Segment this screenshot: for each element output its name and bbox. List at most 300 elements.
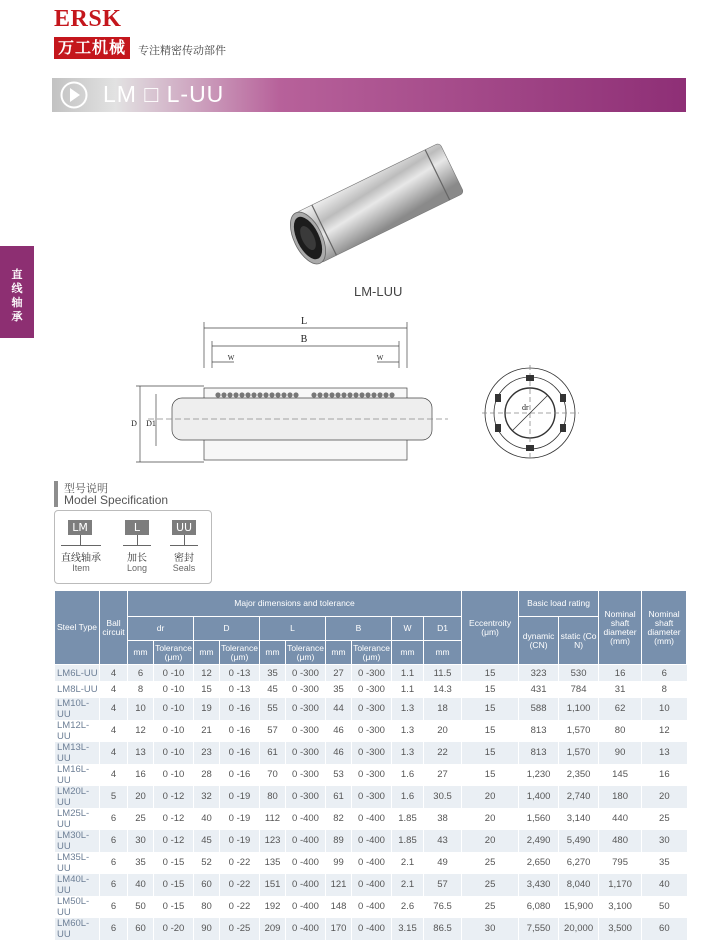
code-uu: UU xyxy=(172,520,196,535)
table-cell: 44 xyxy=(326,698,352,720)
header-mm: mm xyxy=(424,641,462,665)
table-cell: 0 -10 xyxy=(154,681,194,697)
table-cell: 20,000 xyxy=(559,918,599,940)
table-cell: 1.6 xyxy=(392,764,424,786)
table-cell: 31 xyxy=(599,681,642,697)
code-connector xyxy=(137,535,138,545)
table-row xyxy=(55,786,687,808)
code-connector xyxy=(80,535,81,545)
table-cell: 8 xyxy=(642,681,687,697)
table-cell: 1.85 xyxy=(392,808,424,830)
table-cell: 148 xyxy=(326,896,352,918)
table-cell: 16 xyxy=(128,764,154,786)
table-cell: 61 xyxy=(260,742,286,764)
table-cell: 5 xyxy=(100,786,128,808)
table-cell: 0 -20 xyxy=(154,918,194,940)
table-cell: 18 xyxy=(424,698,462,720)
spec-table-body xyxy=(55,665,687,940)
table-cell: 15 xyxy=(462,720,519,742)
code-uu-en: Seals xyxy=(172,563,196,573)
header-D: D xyxy=(194,617,260,641)
table-cell: 2.6 xyxy=(392,896,424,918)
table-row xyxy=(55,808,687,830)
table-cell: 86.5 xyxy=(424,918,462,940)
table-cell: 0 -300 xyxy=(286,742,326,764)
table-cell: 6 xyxy=(128,665,154,682)
table-cell: 20 xyxy=(424,720,462,742)
bearing-photo xyxy=(270,140,470,275)
table-cell: 3.15 xyxy=(392,918,424,940)
table-cell: 0 -300 xyxy=(286,698,326,720)
table-cell: 19 xyxy=(194,698,220,720)
table-cell: 35 xyxy=(326,681,352,697)
table-cell: 25 xyxy=(642,808,687,830)
header-tolerance: Tolerance (μm) xyxy=(352,641,392,665)
table-cell: 0 -22 xyxy=(220,852,260,874)
table-cell: 145 xyxy=(599,764,642,786)
dim-L-label: L xyxy=(300,316,308,327)
table-cell: 21 xyxy=(194,720,220,742)
header-eccentricity: Eccentroity (μm) xyxy=(462,591,519,665)
table-cell: 55 xyxy=(260,698,286,720)
table-cell: 0 -15 xyxy=(154,874,194,896)
table-cell: 0 -400 xyxy=(286,918,326,940)
bearing-end-drawing xyxy=(482,365,579,461)
model-spec-title-en: Model Specification xyxy=(64,493,169,507)
model-spec-title-cn: 型号说明 xyxy=(64,482,108,495)
table-cell: 0 -10 xyxy=(154,764,194,786)
table-cell: 0 -300 xyxy=(352,786,392,808)
play-arrow-icon xyxy=(60,81,88,109)
table-cell: 0 -400 xyxy=(352,918,392,940)
table-cell: 22 xyxy=(424,742,462,764)
table-cell: 1.1 xyxy=(392,665,424,682)
table-cell: 121 xyxy=(326,874,352,896)
header-nominal-shaft-2: Nominal shaft diameter (mm) xyxy=(642,591,687,665)
table-cell: 20 xyxy=(642,786,687,808)
header-mm: mm xyxy=(128,641,154,665)
logo-cn-text: 万工机械 xyxy=(54,37,130,59)
table-cell: 60 xyxy=(194,874,220,896)
table-cell: 90 xyxy=(599,742,642,764)
header-ball-circuit: Ball circuit xyxy=(100,591,128,665)
table-cell: 20 xyxy=(462,808,519,830)
table-cell: 6 xyxy=(100,918,128,940)
dim-dr-label: dr xyxy=(522,403,529,412)
table-row xyxy=(55,681,687,697)
table-cell: 16 xyxy=(642,764,687,786)
table-cell: 12 xyxy=(194,665,220,682)
header-mm: mm xyxy=(260,641,286,665)
table-cell: 1,400 xyxy=(519,786,559,808)
table-cell: 50 xyxy=(642,896,687,918)
table-cell: 3,140 xyxy=(559,808,599,830)
table-cell: 20 xyxy=(462,830,519,852)
dim-B-label: B xyxy=(300,334,308,345)
table-cell: 23 xyxy=(194,742,220,764)
table-cell: 1,570 xyxy=(559,742,599,764)
table-cell: 15 xyxy=(462,665,519,682)
table-cell: 795 xyxy=(599,852,642,874)
table-cell: 0 -15 xyxy=(154,896,194,918)
table-cell: 0 -19 xyxy=(220,786,260,808)
dim-W-label-right: W xyxy=(376,354,384,362)
table-cell: 6 xyxy=(100,896,128,918)
logo-tagline: 专注精密传动部件 xyxy=(138,44,226,57)
table-cell: 35 xyxy=(128,852,154,874)
steel-type-cell: LM20L-UU xyxy=(55,786,100,808)
header-L: L xyxy=(260,617,326,641)
table-row xyxy=(55,742,687,764)
table-cell: 192 xyxy=(260,896,286,918)
table-cell: 40 xyxy=(194,808,220,830)
side-tab-label: 直线轴承 xyxy=(11,268,23,323)
table-cell: 15 xyxy=(462,698,519,720)
table-cell: 30 xyxy=(642,830,687,852)
table-cell: 0 -16 xyxy=(220,764,260,786)
code-l: L xyxy=(125,520,149,535)
table-cell: 4 xyxy=(100,681,128,697)
table-cell: 30.5 xyxy=(424,786,462,808)
table-cell: 1.3 xyxy=(392,742,424,764)
header-steel-type: Steel Type xyxy=(55,591,100,665)
table-cell: 8 xyxy=(128,681,154,697)
steel-type-cell: LM50L-UU xyxy=(55,896,100,918)
table-cell: 0 -15 xyxy=(154,852,194,874)
steel-type-cell: LM13L-UU xyxy=(55,742,100,764)
table-cell: 15 xyxy=(462,681,519,697)
code-lm-cn: 直线轴承 xyxy=(61,553,101,564)
table-cell: 25 xyxy=(462,852,519,874)
header-major-dimensions: Major dimensions and tolerance xyxy=(128,591,462,617)
table-cell: 76.5 xyxy=(424,896,462,918)
table-cell: 0 -22 xyxy=(220,896,260,918)
header-mm: mm xyxy=(392,641,424,665)
table-cell: 2,650 xyxy=(519,852,559,874)
header-mm: mm xyxy=(194,641,220,665)
table-cell: 80 xyxy=(599,720,642,742)
table-cell: 0 -400 xyxy=(286,852,326,874)
table-cell: 6 xyxy=(642,665,687,682)
code-uu-cn: 密封 xyxy=(174,553,194,564)
steel-type-cell: LM6L-UU xyxy=(55,665,100,682)
header-dr: dr xyxy=(128,617,194,641)
table-cell: 135 xyxy=(260,852,286,874)
table-cell: 170 xyxy=(326,918,352,940)
table-cell: 0 -400 xyxy=(352,808,392,830)
table-cell: 13 xyxy=(128,742,154,764)
table-cell: 1.6 xyxy=(392,786,424,808)
table-cell: 0 -400 xyxy=(286,830,326,852)
table-cell: 1.1 xyxy=(392,681,424,697)
table-cell: 13 xyxy=(642,742,687,764)
table-cell: 53 xyxy=(326,764,352,786)
table-cell: 6 xyxy=(100,874,128,896)
table-cell: 11.5 xyxy=(424,665,462,682)
table-cell: 40 xyxy=(642,874,687,896)
table-cell: 323 xyxy=(519,665,559,682)
table-cell: 0 -10 xyxy=(154,742,194,764)
table-cell: 0 -300 xyxy=(286,786,326,808)
table-cell: 0 -13 xyxy=(220,681,260,697)
table-cell: 61 xyxy=(326,786,352,808)
steel-type-cell: LM16L-UU xyxy=(55,764,100,786)
table-cell: 0 -400 xyxy=(286,808,326,830)
table-cell: 0 -400 xyxy=(286,896,326,918)
table-cell: 30 xyxy=(128,830,154,852)
table-cell: 0 -300 xyxy=(352,720,392,742)
table-cell: 1.3 xyxy=(392,720,424,742)
table-cell: 0 -10 xyxy=(154,698,194,720)
table-cell: 62 xyxy=(599,698,642,720)
table-cell: 0 -400 xyxy=(286,874,326,896)
table-cell: 82 xyxy=(326,808,352,830)
table-cell: 7,550 xyxy=(519,918,559,940)
table-cell: 15,900 xyxy=(559,896,599,918)
steel-type-cell: LM60L-UU xyxy=(55,918,100,940)
page-title: LM □ L-UU xyxy=(103,81,225,107)
table-cell: 0 -25 xyxy=(220,918,260,940)
table-cell: 0 -300 xyxy=(286,764,326,786)
table-cell: 57 xyxy=(424,874,462,896)
code-connector xyxy=(184,535,185,545)
table-cell: 0 -300 xyxy=(352,665,392,682)
steel-type-cell: LM40L-UU xyxy=(55,874,100,896)
table-cell: 4 xyxy=(100,742,128,764)
table-cell: 45 xyxy=(194,830,220,852)
table-cell: 6 xyxy=(100,830,128,852)
section-marker xyxy=(54,481,58,507)
steel-type-cell: LM8L-UU xyxy=(55,681,100,697)
table-cell: 0 -12 xyxy=(154,808,194,830)
spec-table xyxy=(54,590,687,940)
table-cell: 0 -10 xyxy=(154,665,194,682)
table-cell: 1,170 xyxy=(599,874,642,896)
table-cell: 30 xyxy=(462,918,519,940)
table-cell: 6,080 xyxy=(519,896,559,918)
table-cell: 151 xyxy=(260,874,286,896)
table-cell: 1.85 xyxy=(392,830,424,852)
header-nominal-shaft-1: Nominal shaft diameter (mm) xyxy=(599,591,642,665)
table-row xyxy=(55,764,687,786)
table-cell: 25 xyxy=(462,896,519,918)
table-cell: 8,040 xyxy=(559,874,599,896)
table-cell: 123 xyxy=(260,830,286,852)
steel-type-cell: LM25L-UU xyxy=(55,808,100,830)
table-cell: 45 xyxy=(260,681,286,697)
table-cell: 0 -22 xyxy=(220,874,260,896)
table-cell: 14.3 xyxy=(424,681,462,697)
table-cell: 180 xyxy=(599,786,642,808)
table-cell: 813 xyxy=(519,720,559,742)
table-row xyxy=(55,918,687,940)
table-cell: 2,740 xyxy=(559,786,599,808)
table-row xyxy=(55,720,687,742)
table-row xyxy=(55,698,687,720)
table-cell: 3,500 xyxy=(599,918,642,940)
table-cell: 2,490 xyxy=(519,830,559,852)
table-cell: 12 xyxy=(642,720,687,742)
header-D1: D1 xyxy=(424,617,462,641)
table-cell: 0 -400 xyxy=(352,830,392,852)
table-row xyxy=(55,896,687,918)
table-cell: 32 xyxy=(194,786,220,808)
header-B: B xyxy=(326,617,392,641)
title-bar xyxy=(52,78,686,112)
product-label: LM-LUU xyxy=(354,284,403,299)
table-row xyxy=(55,665,687,682)
table-cell: 209 xyxy=(260,918,286,940)
code-lm-en: Item xyxy=(72,563,90,573)
table-cell: 0 -10 xyxy=(154,720,194,742)
table-cell: 0 -300 xyxy=(352,742,392,764)
table-cell: 20 xyxy=(128,786,154,808)
table-cell: 480 xyxy=(599,830,642,852)
table-cell: 0 -300 xyxy=(286,665,326,682)
model-spec-box xyxy=(54,510,212,584)
table-row xyxy=(55,830,687,852)
table-cell: 1.3 xyxy=(392,698,424,720)
header-W: W xyxy=(392,617,424,641)
table-cell: 4 xyxy=(100,698,128,720)
table-cell: 15 xyxy=(462,764,519,786)
table-cell: 0 -300 xyxy=(352,764,392,786)
table-cell: 1,230 xyxy=(519,764,559,786)
header-tolerance: Tolerance (μm) xyxy=(286,641,326,665)
header-static: static (Co N) xyxy=(559,617,599,665)
table-cell: 0 -16 xyxy=(220,742,260,764)
code-l-cn: 加长 xyxy=(127,553,147,564)
table-cell: 43 xyxy=(424,830,462,852)
table-cell: 6,270 xyxy=(559,852,599,874)
table-cell: 35 xyxy=(260,665,286,682)
steel-type-cell: LM12L-UU xyxy=(55,720,100,742)
table-cell: 784 xyxy=(559,681,599,697)
header-load-rating: Basic load rating xyxy=(519,591,599,617)
logo-text: ERSK xyxy=(54,6,122,32)
table-cell: 70 xyxy=(260,764,286,786)
table-cell: 0 -19 xyxy=(220,808,260,830)
brand-logo xyxy=(54,6,294,60)
table-cell: 0 -400 xyxy=(352,896,392,918)
code-l-en: Long xyxy=(126,563,148,573)
table-cell: 16 xyxy=(599,665,642,682)
table-cell: 1,560 xyxy=(519,808,559,830)
table-cell: 0 -300 xyxy=(286,681,326,697)
table-cell: 112 xyxy=(260,808,286,830)
table-cell: 4 xyxy=(100,720,128,742)
table-cell: 80 xyxy=(194,896,220,918)
table-cell: 27 xyxy=(424,764,462,786)
table-cell: 57 xyxy=(260,720,286,742)
steel-type-cell: LM35L-UU xyxy=(55,852,100,874)
dim-D1-label: D1 xyxy=(146,419,156,428)
table-cell: 25 xyxy=(462,874,519,896)
table-cell: 28 xyxy=(194,764,220,786)
code-underline xyxy=(170,545,198,546)
code-underline xyxy=(61,545,101,546)
table-cell: 99 xyxy=(326,852,352,874)
table-row xyxy=(55,874,687,896)
table-cell: 2.1 xyxy=(392,874,424,896)
table-cell: 2,350 xyxy=(559,764,599,786)
table-cell: 0 -19 xyxy=(220,830,260,852)
table-cell: 10 xyxy=(128,698,154,720)
code-underline xyxy=(123,545,151,546)
table-cell: 0 -12 xyxy=(154,830,194,852)
table-cell: 1,570 xyxy=(559,720,599,742)
table-cell: 3,430 xyxy=(519,874,559,896)
table-cell: 5,490 xyxy=(559,830,599,852)
table-cell: 0 -400 xyxy=(352,852,392,874)
dim-D-label: D xyxy=(131,419,137,428)
table-cell: 0 -300 xyxy=(352,698,392,720)
table-cell: 49 xyxy=(424,852,462,874)
table-cell: 4 xyxy=(100,665,128,682)
table-cell: 0 -12 xyxy=(154,786,194,808)
table-cell: 1,100 xyxy=(559,698,599,720)
table-cell: 80 xyxy=(260,786,286,808)
table-cell: 50 xyxy=(128,896,154,918)
steel-type-cell: LM30L-UU xyxy=(55,830,100,852)
table-cell: 60 xyxy=(642,918,687,940)
table-cell: 6 xyxy=(100,852,128,874)
table-cell: 0 -16 xyxy=(220,698,260,720)
table-cell: 25 xyxy=(128,808,154,830)
steel-type-cell: LM10L-UU xyxy=(55,698,100,720)
table-cell: 10 xyxy=(642,698,687,720)
table-cell: 40 xyxy=(128,874,154,896)
table-row xyxy=(55,852,687,874)
code-lm: LM xyxy=(68,520,92,535)
table-cell: 20 xyxy=(462,786,519,808)
table-cell: 46 xyxy=(326,720,352,742)
table-cell: 0 -16 xyxy=(220,720,260,742)
table-cell: 60 xyxy=(128,918,154,940)
header-dynamic: dynamic (CN) xyxy=(519,617,559,665)
table-cell: 588 xyxy=(519,698,559,720)
table-cell: 89 xyxy=(326,830,352,852)
table-cell: 0 -13 xyxy=(220,665,260,682)
header-tolerance: Tolerance (μm) xyxy=(154,641,194,665)
side-tab[interactable] xyxy=(0,246,34,338)
table-cell: 27 xyxy=(326,665,352,682)
table-cell: 3,100 xyxy=(599,896,642,918)
table-cell: 52 xyxy=(194,852,220,874)
table-cell: 38 xyxy=(424,808,462,830)
table-cell: 2.1 xyxy=(392,852,424,874)
bearing-side-drawing xyxy=(128,308,473,468)
header-mm: mm xyxy=(326,641,352,665)
table-cell: 35 xyxy=(642,852,687,874)
table-cell: 0 -300 xyxy=(286,720,326,742)
table-cell: 0 -300 xyxy=(352,681,392,697)
dim-W-label-left: W xyxy=(227,354,235,362)
table-cell: 440 xyxy=(599,808,642,830)
table-cell: 4 xyxy=(100,764,128,786)
table-cell: 6 xyxy=(100,808,128,830)
table-cell: 813 xyxy=(519,742,559,764)
table-cell: 530 xyxy=(559,665,599,682)
table-cell: 15 xyxy=(194,681,220,697)
table-cell: 15 xyxy=(462,742,519,764)
table-cell: 12 xyxy=(128,720,154,742)
table-cell: 46 xyxy=(326,742,352,764)
table-cell: 431 xyxy=(519,681,559,697)
table-cell: 0 -400 xyxy=(352,874,392,896)
table-cell: 90 xyxy=(194,918,220,940)
header-tolerance: Tolerance (μm) xyxy=(220,641,260,665)
